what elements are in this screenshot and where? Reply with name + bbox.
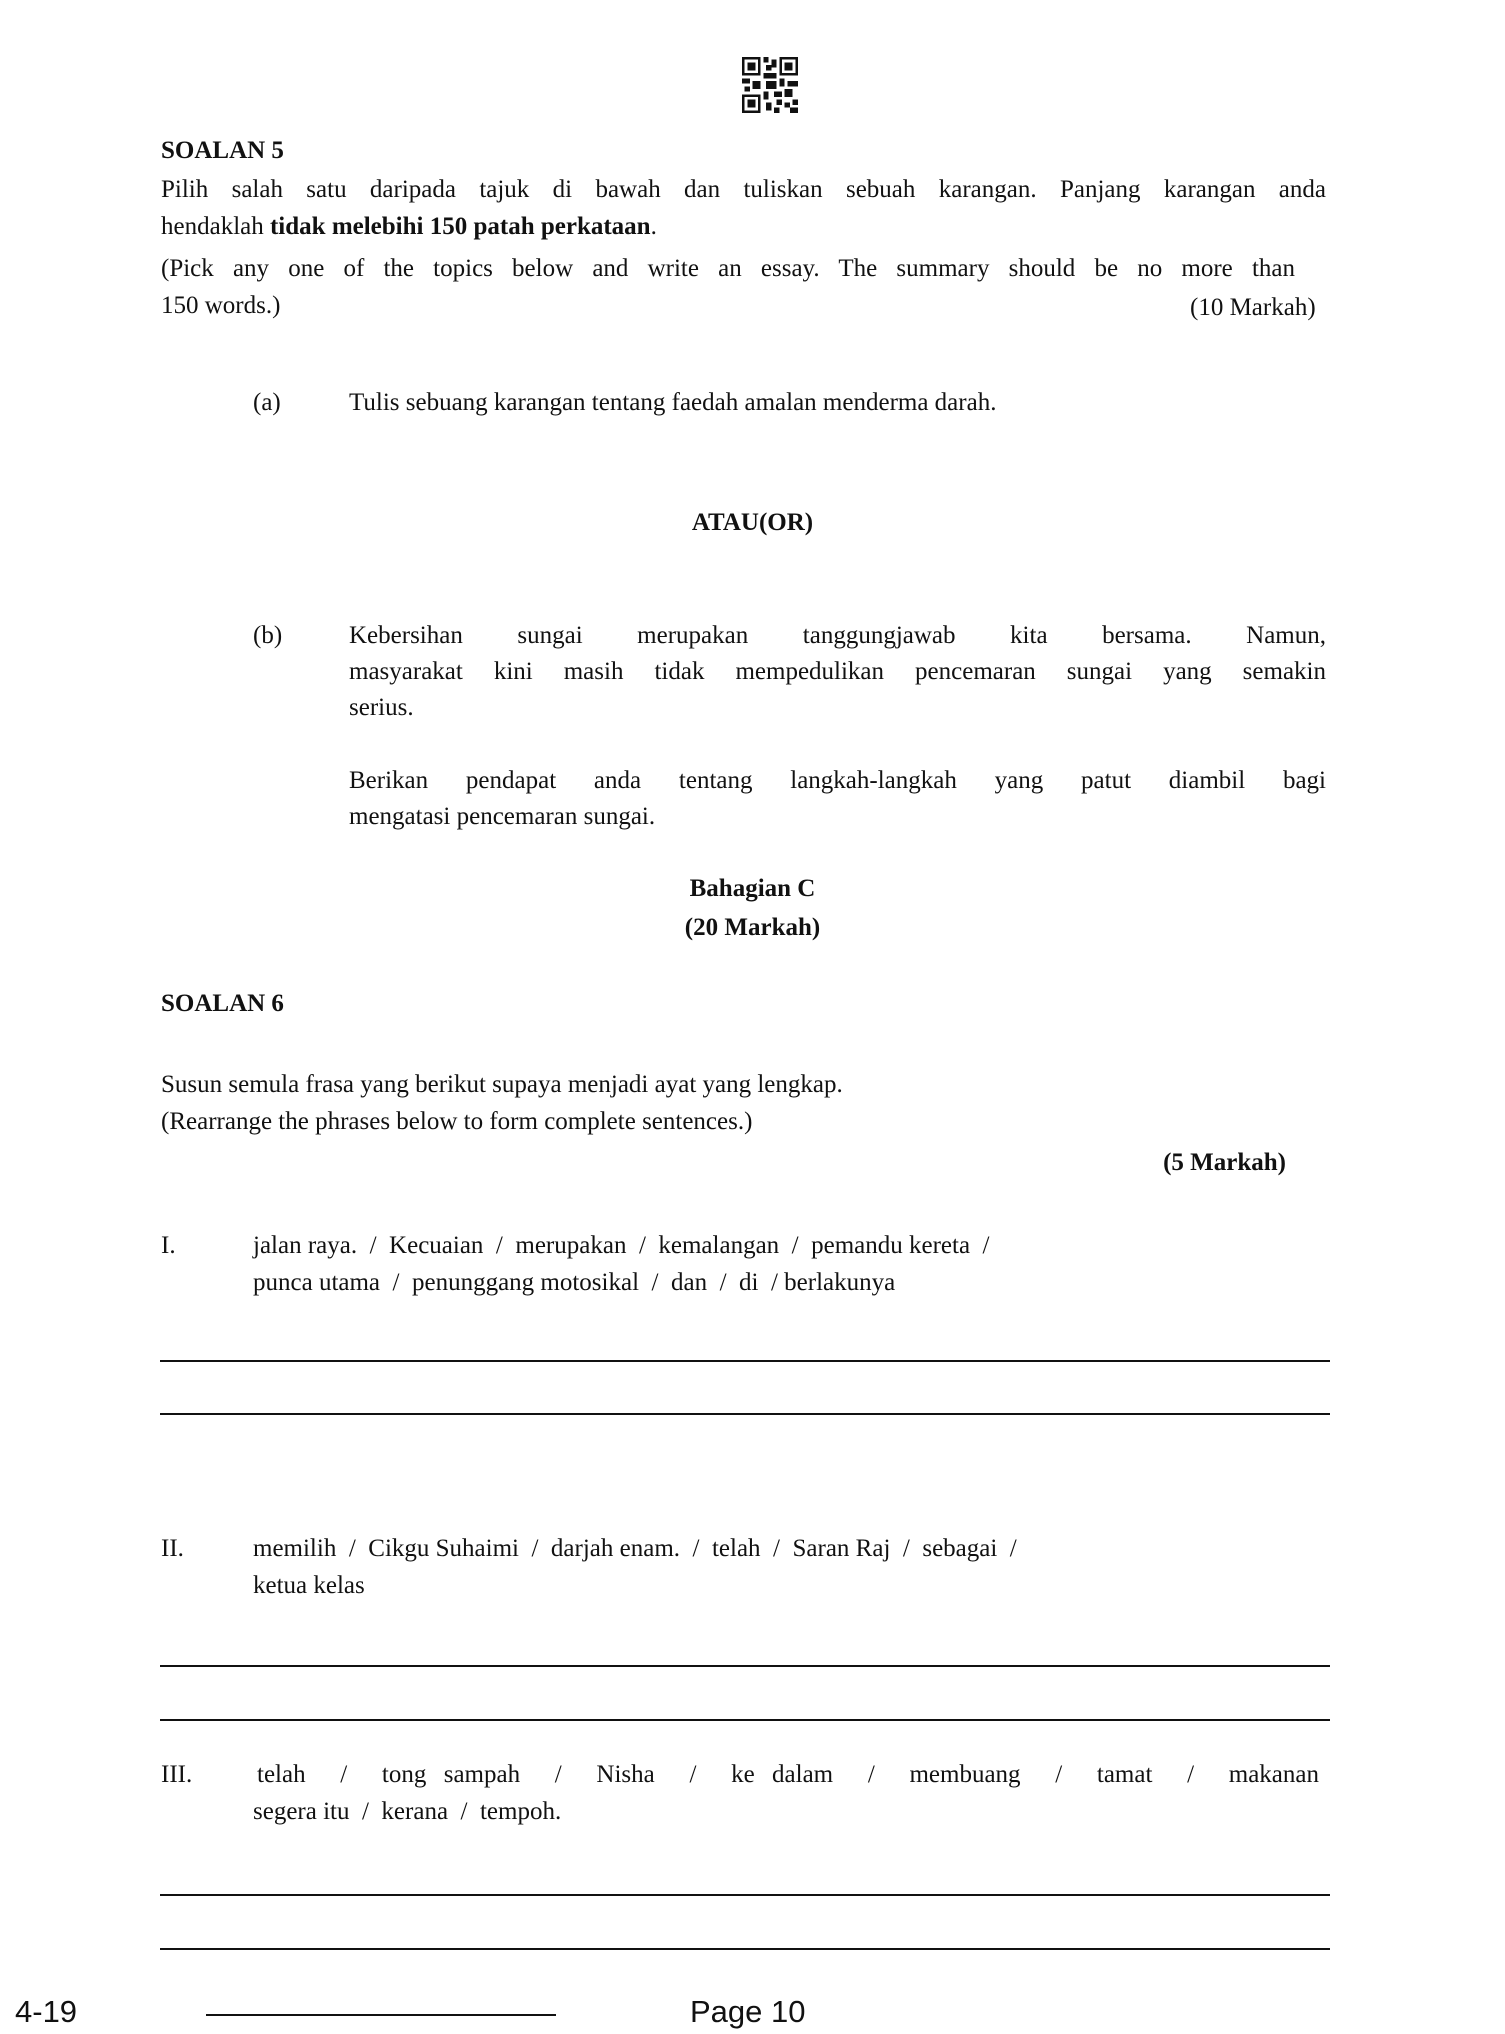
item-1-label: I. xyxy=(161,1232,176,1259)
item-3-answer-line-1[interactable] xyxy=(160,1894,1330,1896)
question-6-english: (Rearrange the phrases below to form complete sentences.) xyxy=(161,1108,753,1135)
question-5-english-line1: (Pick any one of the topics below and write an essay. The summary should be no more than xyxy=(161,255,1295,282)
section-c-marks: (20 Markah) xyxy=(684,914,821,941)
item-3-phrases-line1: telah / tong sampah / Nisha / ke dalam / membuang / tamat / makanan xyxy=(257,1761,1319,1788)
option-b-para2-line2: mengatasi pencemaran sungai. xyxy=(349,803,656,830)
instruction-text: hendaklah xyxy=(161,213,270,240)
footer-code: 4-19 xyxy=(15,1994,78,2029)
item-1-answer-line-2[interactable] xyxy=(160,1413,1330,1415)
item-3-answer-line-2[interactable] xyxy=(160,1948,1330,1950)
question-5-english-line2: 150 words.) xyxy=(161,292,281,319)
option-a-label: (a) xyxy=(253,389,281,416)
item-3-label: III. xyxy=(161,1761,193,1788)
word-limit-emphasis: tidak melebihi 150 patah perkataan xyxy=(269,213,651,240)
footer-divider xyxy=(206,2014,556,2016)
option-b-para2-line1: Berikan pendapat anda tentang langkah-langkah yang patut diambil bagi xyxy=(349,767,1326,794)
item-2-phrases-line1: memilih / Cikgu Suhaimi / darjah enam. / telah / Saran Raj / sebagai / xyxy=(253,1535,1017,1562)
option-b-para1-line2: masyarakat kini masih tidak mempedulikan pencemaran sungai yang semakin xyxy=(349,658,1326,685)
question-5-instruction-line2 xyxy=(161,208,657,245)
item-2-answer-line-1[interactable] xyxy=(160,1665,1330,1667)
instruction-period: . xyxy=(650,213,657,240)
item-1-answer-line-1[interactable] xyxy=(160,1360,1330,1362)
question-5-title: SOALAN 5 xyxy=(161,137,284,164)
option-b-label: (b) xyxy=(253,622,283,649)
option-a-text: Tulis sebuang karangan tentang faedah amalan menderma darah. xyxy=(349,389,997,416)
footer-page-number: Page 10 xyxy=(690,1994,806,2029)
item-3-phrases-line2: segera itu / kerana / tempoh. xyxy=(253,1798,562,1825)
item-2-phrases-line2: ketua kelas xyxy=(253,1572,365,1599)
qr-code-icon xyxy=(742,57,798,113)
item-1-phrases-line2: punca utama / penunggang motosikal / dan / di / berlakunya xyxy=(253,1269,896,1296)
question-5-marks: (10 Markah) xyxy=(1190,294,1316,321)
option-b-para1-line1: Kebersihan sungai merupakan tanggungjawab kita bersama. Namun, xyxy=(349,622,1326,649)
item-2-label: II. xyxy=(161,1535,184,1562)
question-6-marks: (5 Markah) xyxy=(1163,1149,1286,1176)
option-b-para1-line3: serius. xyxy=(349,694,414,721)
item-1-phrases-line1: jalan raya. / Kecuaian / merupakan / kemalangan / pemandu kereta / xyxy=(253,1232,990,1259)
question-5-instruction-line1: Pilih salah satu daripada tajuk di bawah dan tuliskan sebuah karangan. Panjang karangan anda xyxy=(161,176,1326,203)
item-2-answer-line-2[interactable] xyxy=(160,1719,1330,1721)
or-separator: ATAU(OR) xyxy=(691,509,814,536)
question-6-title: SOALAN 6 xyxy=(161,990,284,1017)
question-6-instruction: Susun semula frasa yang berikut supaya menjadi ayat yang lengkap. xyxy=(161,1071,843,1098)
section-c-title: Bahagian C xyxy=(689,875,816,902)
